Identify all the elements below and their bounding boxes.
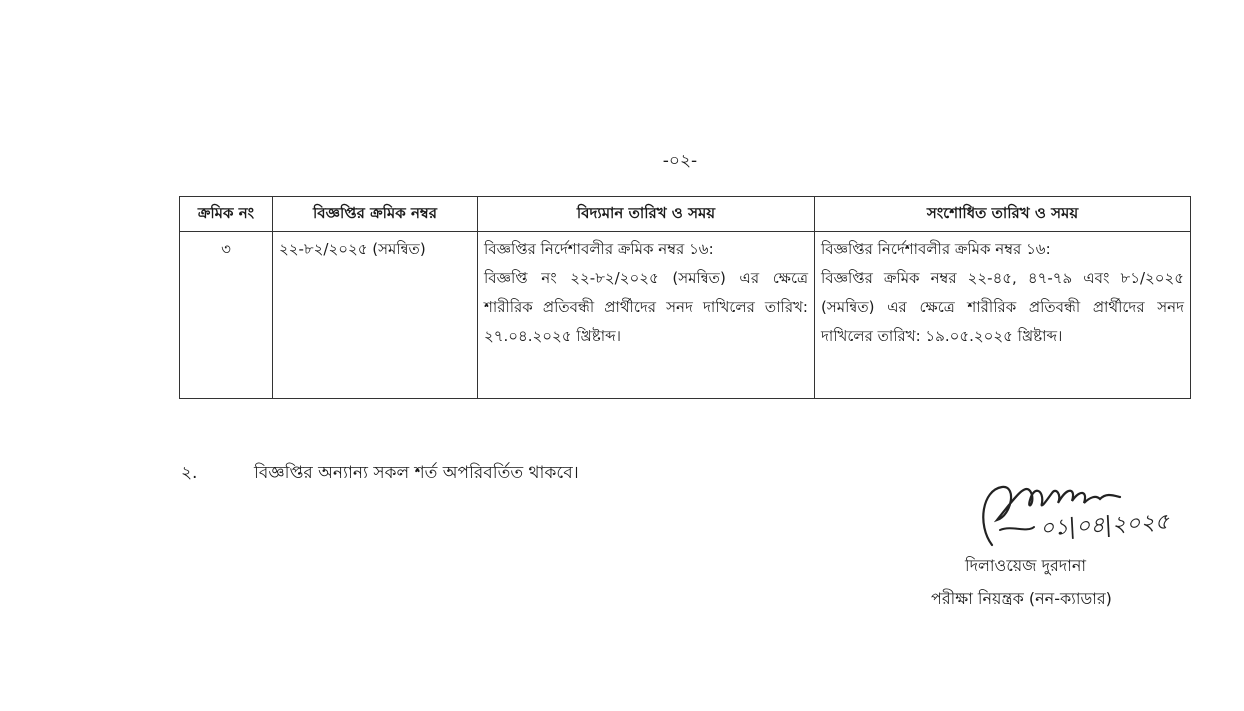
page-number: -০২- (662, 151, 698, 171)
paragraph-number: ২. (181, 463, 198, 483)
cell-serial: ৩ (180, 232, 273, 399)
amendment-table (179, 196, 1191, 399)
revised-text: বিজ্ঞপ্তির ক্রমিক নম্বর ২২-৪৫, ৪৭-৭৯ এবং ৮১/২০২৫ (সমন্বিত) এর ক্ষেত্রে শারীরিক প্রতিবন্ধী প্রার্থীদের সনদ দাখিলের তারিখ: ১৯.০৫.২০২৫ খ্রিষ্টাব্দ। (821, 269, 1184, 345)
cell-notice-number: ২২-৮২/২০২৫ (সমন্বিত) (273, 232, 478, 399)
header-notice-number: বিজ্ঞপ্তির ক্রমিক নম্বর (273, 197, 478, 232)
table-row (180, 232, 1191, 399)
header-serial: ক্রমিক নং (180, 197, 273, 232)
paragraph-2 (181, 460, 579, 488)
existing-heading: বিজ্ঞপ্তির নির্দেশাবলীর ক্রমিক নম্বর ১৬: (484, 240, 714, 258)
header-existing-date: বিদ্যমান তারিখ ও সময় (478, 197, 815, 232)
signature-date: ০১|০৪|২০২৫ (1039, 509, 1170, 542)
existing-text: বিজ্ঞপ্তি নং ২২-৮২/২০২৫ (সমন্বিত) এর ক্ষেত্রে শারীরিক প্রতিবন্ধী প্রার্থীদের সনদ দাখিলের তারিখ: ২৭.০৪.২০২৫ খ্রিষ্টাব্দ। (484, 269, 808, 345)
cell-revised (815, 232, 1191, 399)
cell-existing (478, 232, 815, 399)
revised-heading: বিজ্ঞপ্তির নির্দেশাবলীর ক্রমিক নম্বর ১৬: (821, 240, 1051, 258)
signer-title: পরীক্ষা নিয়ন্ত্রক (নন-ক্যাডার) (931, 589, 1112, 608)
paragraph-text: বিজ্ঞপ্তির অন্যান্য সকল শর্ত অপরিবর্তিত থাকবে। (254, 463, 579, 483)
table-header-row (180, 197, 1191, 232)
signer-name: দিলাওয়েজ দুরদানা (965, 556, 1087, 575)
header-revised-date: সংশোধিত তারিখ ও সময় (815, 197, 1191, 232)
